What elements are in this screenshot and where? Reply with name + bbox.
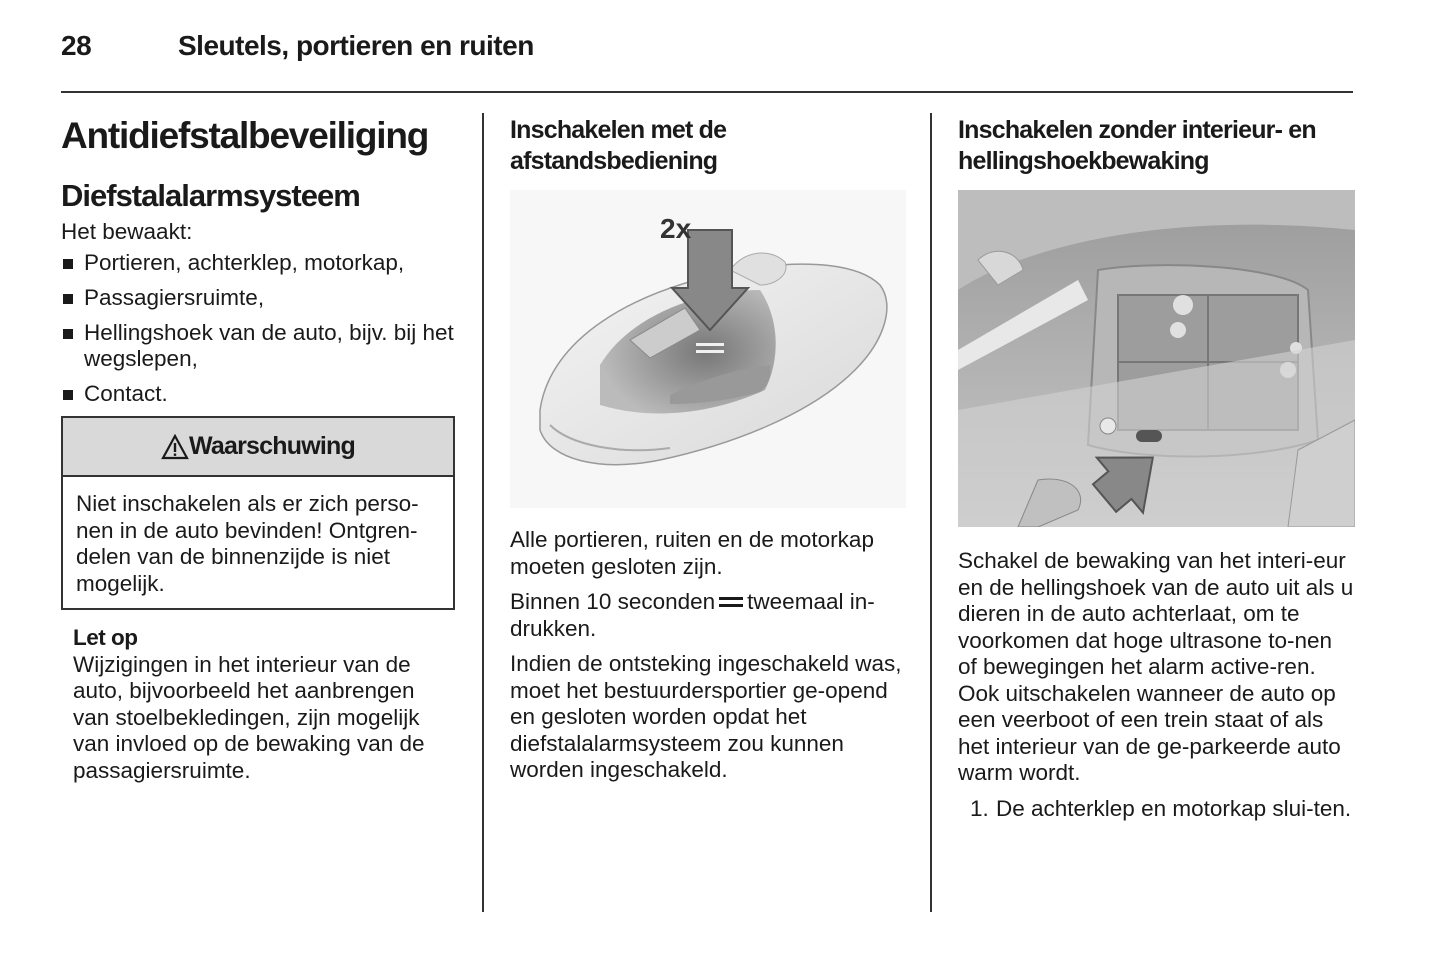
list-item: Portieren, achterklep, motorkap,: [61, 250, 456, 277]
paragraph-part: tweemaal in-drukken.: [510, 589, 875, 641]
paragraph-part: Binnen 10 seconden: [510, 589, 716, 614]
bullet-list: [61, 250, 456, 408]
paragraph: Indien de ontsteking ingeschakeld was, moet het bestuurdersportier ge-opend en gesloten worden opdat het diefstalalarmsysteem zou kunnen worden ingeschakeld.: [510, 651, 902, 782]
note-title: Let op: [73, 625, 138, 650]
paragraph: Alle portieren, ruiten en de motorkap moeten gesloten zijn.: [510, 527, 874, 579]
warning-box: [61, 416, 455, 610]
interior-light-illustration: [958, 190, 1355, 527]
chapter-title: Antidiefstalbeveiliging: [61, 115, 429, 156]
subsection-title: Diefstalalarmsysteem: [61, 178, 360, 213]
list-item: Hellingshoek van de auto, bijv. bij het wegslepen,: [61, 320, 456, 373]
column-1: [61, 113, 456, 784]
column-divider-1: [482, 113, 484, 912]
disable-heading: Inschakelen zonder interieur- en hellingshoekbewaking: [958, 116, 1316, 175]
remote-key-illustration: [510, 190, 906, 508]
warning-header: [63, 418, 453, 477]
header-divider: [61, 91, 1353, 93]
intro-text: Het bewaakt:: [61, 219, 193, 244]
note-text: Wijzigingen in het interieur van de auto, bijvoorbeeld het aanbrengen van stoelbekledingen, zijn mogelijk van invloed op de bewaking van de passagiersruimte.: [73, 651, 425, 783]
step-list: [958, 796, 1356, 823]
remote-heading: Inschakelen met de afstandsbediening: [510, 116, 727, 175]
column-3: [958, 113, 1356, 822]
list-item: [958, 796, 1356, 823]
interior-light-figure: [958, 190, 1355, 527]
lock-button-icon: [719, 596, 743, 608]
step-text: De achterklep en motorkap slui-ten.: [996, 795, 1352, 821]
list-item: Contact.: [61, 381, 456, 408]
page-number: 28: [61, 30, 92, 61]
paragraph: [510, 589, 910, 642]
warning-title: Waarschuwing: [189, 432, 355, 460]
page-header: [61, 30, 1353, 90]
column-2: [510, 113, 910, 784]
list-item: Passagiersruimte,: [61, 285, 456, 312]
column-divider-2: [930, 113, 932, 912]
remote-key-figure: [510, 190, 906, 508]
note-box: [73, 625, 456, 784]
warning-triangle-icon: [161, 434, 189, 460]
press-twice-label: 2x: [660, 213, 692, 244]
paragraph: Schakel de bewaking van het interi-eur en de hellingshoek van de auto uit als u dieren in de auto achterlaat, om te voorkomen dat hoge ultrasone to-nen of bewegingen het alarm active-ren. Ook uitschakelen wanneer de auto op een veerboot of een trein staat of als het interieur van de ge-parkeerde auto warm wordt.: [958, 548, 1354, 785]
warning-text: Niet inschakelen als er zich perso-nen in de auto bevinden! Ontgren-delen van de binnenzijde is niet mogelijk.: [76, 491, 419, 596]
step-number: 1.: [970, 795, 989, 821]
section-title: Sleutels, portieren en ruiten: [178, 30, 534, 61]
